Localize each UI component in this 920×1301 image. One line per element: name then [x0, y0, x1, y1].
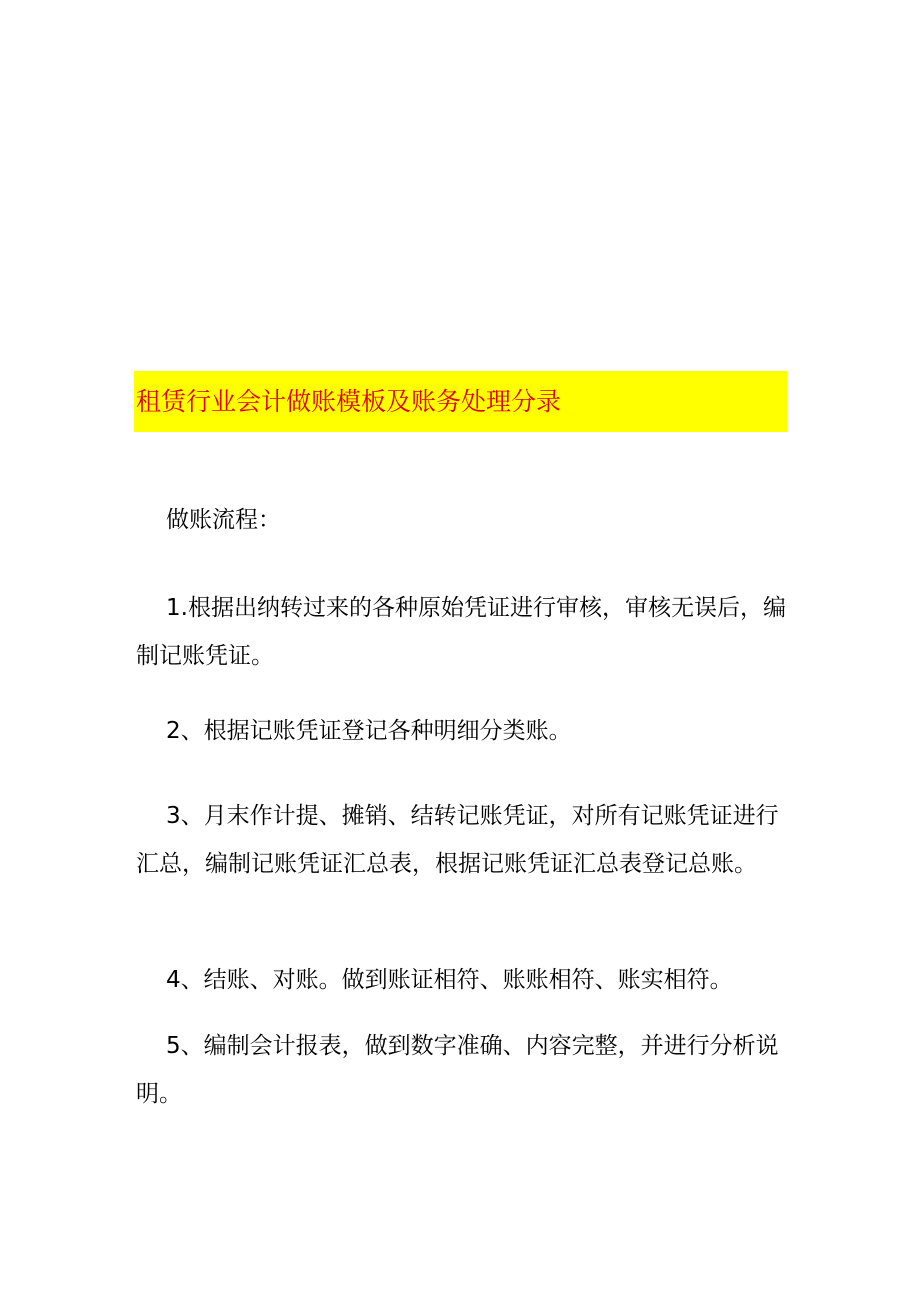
step-2: 2、根据记账凭证登记各种明细分类账。	[166, 718, 572, 744]
step-5: 5、编制会计报表，做到数字准确、内容完整，并进行分析说明。	[136, 1033, 779, 1107]
step-3: 3、月末作计提、摊销、结转记账凭证，对所有记账凭证进行汇总，编制记账凭证汇总表，根据记账凭证汇总表登记总账。	[136, 803, 779, 877]
section-heading: 做账流程：	[166, 507, 281, 533]
title-highlight	[134, 371, 787, 432]
step-4: 4、结账、对账。做到账证相符、账账相符、账实相符。	[166, 967, 733, 993]
document-title: 租赁行业会计做账模板及账务处理分录	[136, 387, 562, 416]
step-1: 1.根据出纳转过来的各种原始凭证进行审核，审核无误后，编制记账凭证。	[136, 595, 786, 669]
